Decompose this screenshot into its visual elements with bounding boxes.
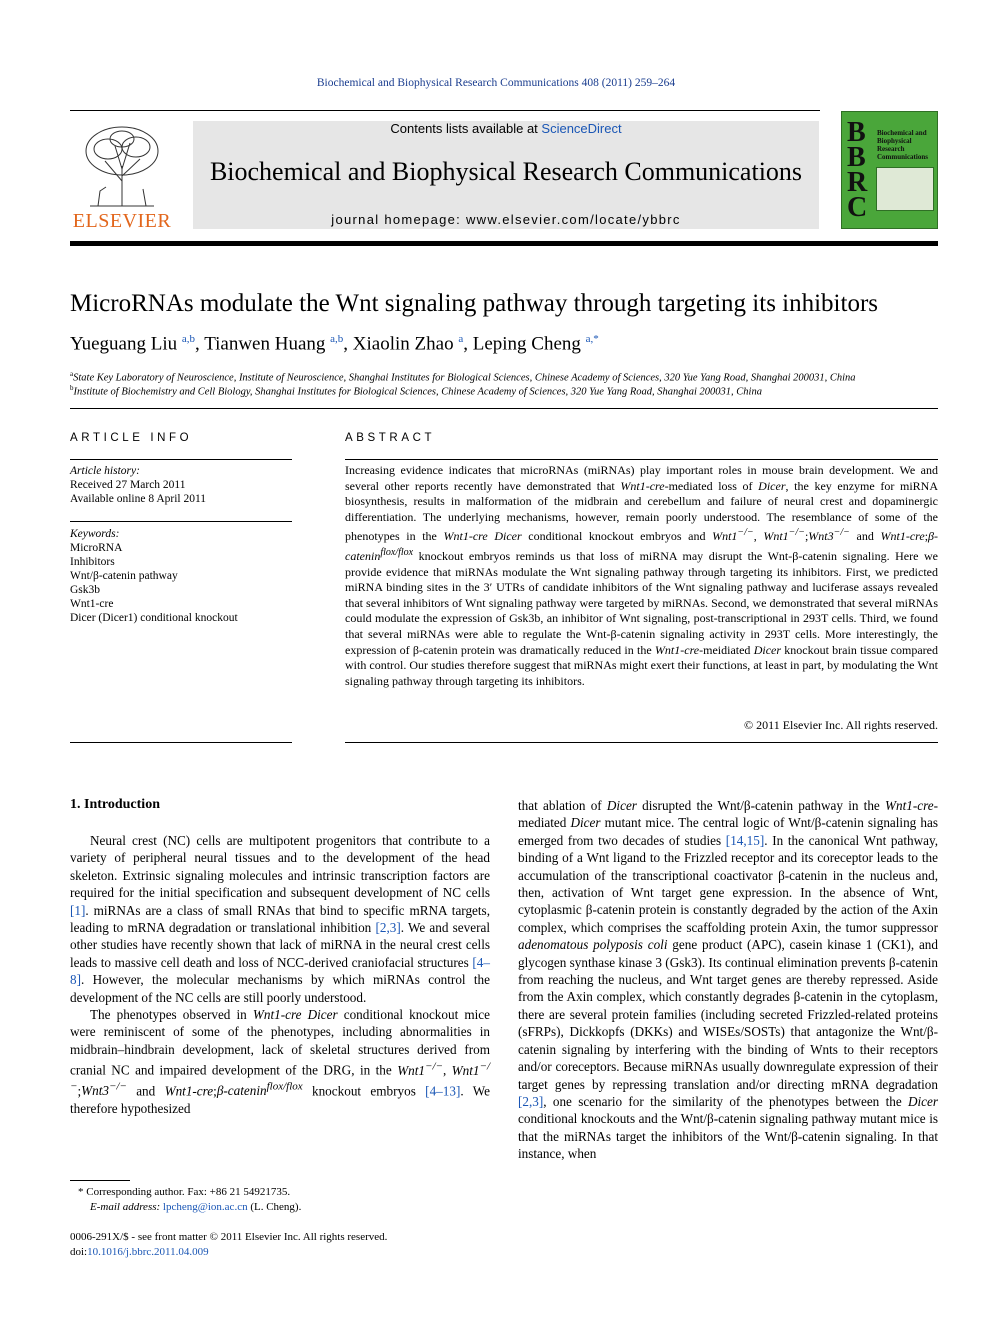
keyword-item: Gsk3b xyxy=(70,584,101,596)
body-column-right xyxy=(518,797,938,1163)
available-date: Available online 8 April 2011 xyxy=(70,493,207,505)
affiliation-rule xyxy=(70,408,938,409)
article-title: MicroRNAs modulate the Wnt signaling pathway through targeting its inhibitors xyxy=(70,290,879,317)
keyword-item: Inhibitors xyxy=(70,556,115,568)
email-suffix: (L. Cheng). xyxy=(247,1201,302,1213)
journal-citation[interactable]: Biochemical and Biophysical Research Communications 408 (2011) 259–264 xyxy=(316,77,676,89)
received-date: Received 27 March 2011 xyxy=(70,479,186,491)
cover-artwork xyxy=(876,167,934,211)
abstract-rule xyxy=(345,459,938,460)
keyword-item: MicroRNA xyxy=(70,542,123,554)
contents-prefix: Contents lists available at xyxy=(390,121,542,136)
keyword-item: Wnt/β-catenin pathway xyxy=(70,570,178,582)
corresponding-author-note: * Corresponding author. Fax: +86 21 54921735. xyxy=(78,1186,291,1198)
keywords-block xyxy=(70,527,292,625)
footnote-rule xyxy=(70,1180,130,1181)
history-rule xyxy=(70,521,292,522)
cover-title: Biochemical and Biophysical Research Communications xyxy=(877,129,928,161)
contents-line xyxy=(193,121,819,136)
author-name: Yueguang Liu xyxy=(70,333,178,355)
abstract-copyright: © 2011 Elsevier Inc. All rights reserved. xyxy=(744,718,938,732)
author-list: Yueguang Liu $^{a,b}$, Tianwen Huang $^{a,b}$, Xiaolin Zhao $^a$, Leping Cheng $^{a,*}$ xyxy=(70,333,599,355)
journal-title: Biochemical and Biophysical Research Communications xyxy=(209,157,803,186)
author-name: Leping Cheng xyxy=(472,333,581,355)
affiliation-text: Institute of Biochemistry and Cell Biology, Shanghai Institutes for Biological Sciences, Chinese Academy of Sciences, 320 Yue Yang Road, Shanghai 200031, China xyxy=(73,386,762,398)
email-note xyxy=(78,1200,490,1215)
keywords-label: Keywords: xyxy=(70,528,120,540)
doi-line xyxy=(70,1245,490,1260)
paragraph: The phenotypes observed in Wnt1-cre Dicer conditional knockout mice were reminiscent of some of the phenotypes, including abnormalities in midbrain–hindbrain development, lack of skeletal structures derived from cranial NC and impaired development of the DRG, in the Wnt1−/−, Wnt1−/−;Wnt3−/− and Wnt1-cre;β-catenin$^{flox/flox}$ knockout embryos [4–13]. We therefore hypothesized xyxy=(70,1007,490,1116)
elsevier-wordmark: ELSEVIER xyxy=(72,210,172,232)
author-name: Xiaolin Zhao xyxy=(352,333,454,355)
abstract-heading: ABSTRACT xyxy=(345,432,436,444)
author-marks[interactable]: a,b xyxy=(181,333,196,345)
paragraph: Neural crest (NC) cells are multipotent progenitors that contribute to a variety of peripheral neural tissues and to the development of the head skeleton. Extrinsic signaling molecules and intrinsic transcription factors are required for the initial specification and subsequent development of NC cells [1]. miRNAs are a class of small RNAs that bind to specific mRNA targets, leading to mRNA degradation or translational inhibition [2,3]. We and several other studies have recently shown that lack of miRNA in the neural crest cells leads to massive cell death and loss of NCC-derived craniofacial structures [4–8]. However, the molecular mechanisms by which miRNAs control the development of the NC cells are still poorly understood. xyxy=(70,833,490,1005)
introduction-heading: 1. Introduction xyxy=(70,797,160,812)
author-marks[interactable]: a xyxy=(458,333,464,345)
doi-link[interactable]: 10.1016/j.bbrc.2011.04.009 xyxy=(87,1246,209,1258)
author-name: Tianwen Huang xyxy=(204,333,326,355)
article-history xyxy=(70,464,292,506)
header-thick-rule xyxy=(70,241,938,246)
abstract-bottom-rule xyxy=(345,742,938,743)
keyword-item: Dicer (Dicer1) conditional knockout xyxy=(70,612,238,624)
journal-cover xyxy=(841,111,938,229)
article-info-heading: ARTICLE INFO xyxy=(70,432,193,444)
doi-label: doi: xyxy=(70,1246,88,1258)
affiliation-text: State Key Laboratory of Neuroscience, Institute of Neuroscience, Shanghai Institutes for Biological Sciences, Chinese Academy of Sciences, 320 Yue Yang Road, Shanghai 200031, China xyxy=(73,372,856,384)
email-link[interactable]: lpcheng@ion.ac.cn xyxy=(162,1201,248,1213)
article-info-bottom-rule xyxy=(70,742,292,743)
author-marks[interactable]: a,* xyxy=(585,333,599,345)
article-info-rule xyxy=(70,459,292,460)
abstract-text: Increasing evidence indicates that microRNAs (miRNAs) play important roles in mouse brain development. We and several other reports recently have demonstrated that Wnt1-cre-mediated loss of Dicer, the key enzyme for miRNA biosynthesis, results in malformation of the midbrain and cerebellum and failure of neural crest and dopaminergic differentiation. The underlying mechanisms, however, remain poorly understood. The resemblance of some of the phenotypes in the Wnt1-cre Dicer conditional knockout embryos and Wnt1−/−, Wnt1−/−;Wnt3−/− and Wnt1-cre;β-catenin$^{flox/flox}$ knockout embryos reminds us that loss of miRNA may disrupt the Wnt-β-catenin signaling. Here we provide evidence that miRNAs modulate the Wnt signaling pathway through targeting its inhibitors. First, we predicted miRNA binding sites in the 3′ UTRs of candidate inhibitors of the Wnt signaling pathway and luciferase assays revealed that several inhibitors of Wnt signaling pathway were targeted by miRNAs. Second, we demonstrated that several miRNAs could modulate the expression of Gsk3b, an inhibitor of Wnt signaling, post-transcriptional in 293T cells. Third, we found that several miRNAs were able to regulate the Wnt-β-catenin signaling activity in 293T cells. More interestingly, the expression of β-catenin protein was dramatically reduced in the Wnt1-cre-meidiated Dicer knockout brain tissue compared with control. Our studies therefore suggest that miRNAs might exert their functions, at least in part, by modulating the Wnt signaling pathway through targeting its inhibitors. xyxy=(345,463,939,688)
header-rule xyxy=(70,110,820,111)
front-matter-block xyxy=(70,1230,490,1260)
keyword-item: Wnt1-cre xyxy=(70,598,114,610)
author-marks[interactable]: a,b xyxy=(330,333,344,345)
history-label: Article history: xyxy=(70,465,140,477)
affiliation-b xyxy=(70,381,938,400)
journal-homepage[interactable]: journal homepage: www.elsevier.com/locate/ybbrc xyxy=(331,212,681,227)
paragraph: that ablation of Dicer disrupted the Wnt/β-catenin pathway in the Wnt1-cre-mediated Dicer mutant mice. The central logic of Wnt/β-catenin signaling has emerged from two decades of studies [14,15]. In the canonical Wnt pathway, binding of a Wnt ligand to the Frizzled receptor and its coreceptor leads to the accumulation of the transcriptional coactivator β-catenin in the nucleus and, then, activation of Wnt target gene expression. In the absence of Wnt, cytoplasmic β-catenin protein is constantly degraded by the action of the Axin complex, which comprises the scaffolding protein Axin, the tumor suppressor adenomatous polyposis coli gene product (APC), casein kinase 1 (CK1), and glycogen synthase kinase 3 (Gsk3). Its continual elimination prevents β-catenin from reaching the nucleus, and Wnt target genes are thereby repressed. Aside from the Axin complex, which constantly degrades β-catenin in the cytoplasm, there are several protein families (including secreted Frizzled-related proteins (sFRPs), Dickkopfs (DKKs) and WISEs/SOSTs) that antagonize the Wnt/β-catenin signaling by interfering with the binding of Wnts to their receptors and/or coreceptors. Because miRNAs usually downregulate expression of their target genes by repressing translation and/or directing mRNA degradation [2,3], one scenario for the similarity of the phenotypes between the Dicer conditional knockouts and the Wnt/β-catenin signaling pathway mutant mice is that the miRNAs target the inhibitors of the Wnt/β-catenin signaling. In that instance, when xyxy=(518,798,938,1162)
affiliation-mark: b xyxy=(70,384,74,392)
issn-line: 0006-291X/$ - see front matter © 2011 Elsevier Inc. All rights reserved. xyxy=(70,1231,388,1243)
cover-letters: B B R C xyxy=(847,117,868,223)
sciencedirect-link[interactable]: ScienceDirect xyxy=(541,121,622,136)
email-label: E-mail address: xyxy=(90,1201,163,1213)
affiliation-mark: a xyxy=(70,370,74,378)
footnote-block xyxy=(70,1185,490,1215)
body-column-left xyxy=(70,832,490,1117)
